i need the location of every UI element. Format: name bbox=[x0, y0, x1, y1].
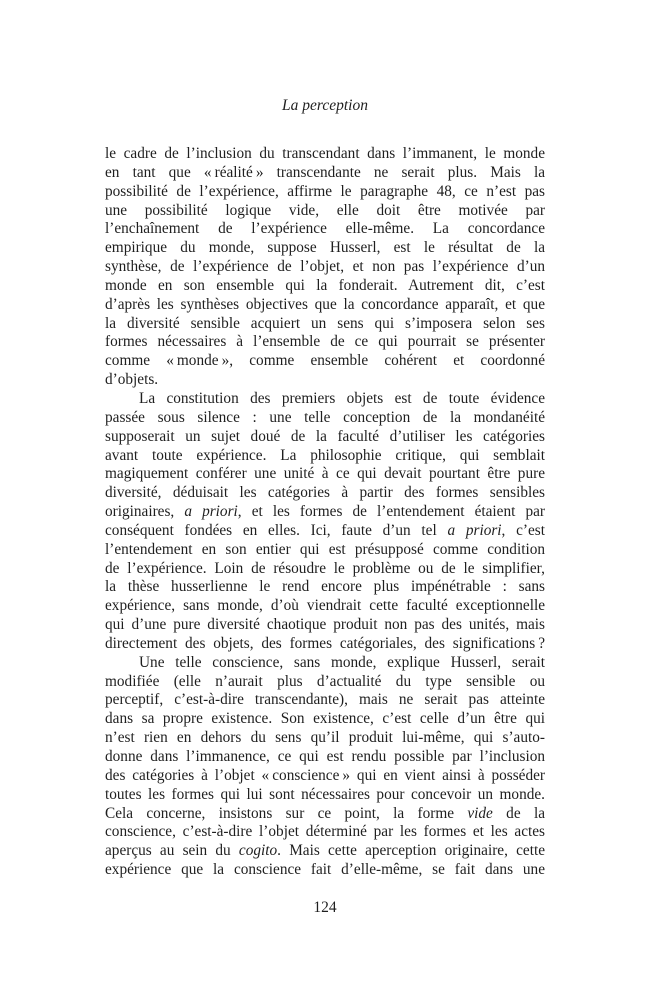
paragraph bbox=[105, 145, 545, 390]
text-segment: passée sous silence : une telle conception de la mondanéité bbox=[105, 408, 545, 426]
text-segment: l’entendement en son entier qui est présupposé comme condition bbox=[105, 540, 545, 558]
text-line bbox=[105, 654, 545, 673]
text-line bbox=[105, 786, 545, 805]
text-line bbox=[105, 277, 545, 296]
text-line bbox=[105, 729, 545, 748]
text-line bbox=[105, 409, 545, 428]
text-line bbox=[105, 465, 545, 484]
text-line bbox=[105, 371, 545, 390]
text-segment: , et les formes de l’entendement étaient par bbox=[237, 503, 545, 521]
text-segment: en tant que « réalité » transcendante ne serait plus. Mais la bbox=[105, 163, 545, 181]
text-segment: des catégories à l’objet « conscience » qui en vient ainsi à posséder bbox=[105, 766, 545, 784]
text-line bbox=[105, 390, 545, 409]
text-line bbox=[105, 202, 545, 221]
text-line bbox=[105, 597, 545, 616]
text-segment: empirique du monde, suppose Husserl, est le résultat de la bbox=[105, 239, 545, 257]
italic-text: a priori bbox=[447, 521, 502, 539]
text-line bbox=[105, 352, 545, 371]
text-segment: possibilité de l’expérience, affirme le paragraphe 48, ce n’est pas bbox=[105, 182, 545, 200]
text-line bbox=[105, 805, 545, 824]
text-line bbox=[105, 484, 545, 503]
text-line bbox=[105, 315, 545, 334]
text-line bbox=[105, 428, 545, 447]
text-segment: le cadre de l’inclusion du transcendant dans l’immanent, le monde bbox=[105, 145, 545, 162]
text-segment: directement des objets, des formes catégoriales, des significations ? bbox=[105, 634, 545, 652]
text-line bbox=[105, 616, 545, 635]
text-segment: perceptif, c’est-à-dire transcendante), mais ne serait pas atteinte bbox=[105, 691, 545, 709]
text-line bbox=[105, 220, 545, 239]
text-line bbox=[105, 447, 545, 466]
text-segment: d’objets. bbox=[105, 371, 159, 389]
text-segment: , c’est bbox=[501, 521, 545, 539]
text-line bbox=[105, 767, 545, 786]
text-segment: magiquement conférer une unité à ce qui devait pourtant être pure bbox=[105, 465, 545, 483]
text-line bbox=[105, 823, 545, 842]
paragraph bbox=[105, 654, 545, 880]
text-segment: aperçus au sein du bbox=[105, 842, 239, 860]
text-line bbox=[105, 145, 545, 164]
running-header: La perception bbox=[282, 97, 368, 114]
text-line bbox=[105, 673, 545, 692]
text-segment: . Mais cette aperception originaire, cette bbox=[277, 842, 545, 860]
text-line bbox=[105, 503, 545, 522]
text-segment: Une telle conscience, sans monde, explique Husserl, serait bbox=[139, 653, 545, 671]
text-segment: donne dans l’immanence, ce qui est rendu possible par l’inclusion bbox=[105, 748, 545, 765]
text-segment: modifiée (elle n’aurait plus d’actualité du type sensible ou bbox=[105, 672, 545, 690]
text-segment: dans sa propre existence. Son existence, c’est celle d’un être qui bbox=[105, 710, 545, 728]
italic-text: cogito bbox=[238, 842, 278, 860]
text-segment: supposerait un sujet doué de la faculté d’utiliser les catégories bbox=[105, 427, 545, 445]
text-line bbox=[105, 748, 545, 767]
text-segment: La constitution des premiers objets est de toute évidence bbox=[139, 389, 545, 407]
text-segment: formes nécessaires à l’ensemble de ce qui pourrait se présenter bbox=[105, 333, 545, 351]
italic-text: a priori bbox=[184, 503, 238, 521]
text-line bbox=[105, 560, 545, 579]
text-segment: monde en son ensemble qui la fonderait. Autrement dit, c’est bbox=[105, 276, 545, 294]
text-segment: avant toute expérience. La philosophie critique, qui semblait bbox=[105, 446, 545, 464]
text-segment: conséquent fondées en elles. Ici, faute d’un tel bbox=[105, 521, 448, 539]
text-segment: n’est rien en dehors du sens qu’il produit lui-même, qui s’auto- bbox=[105, 729, 545, 747]
text-segment: une possibilité logique vide, elle doit être motivée par bbox=[105, 201, 545, 219]
text-line bbox=[105, 258, 545, 277]
text-segment: toutes les formes qui lui sont nécessaires pour concevoir un monde. bbox=[105, 785, 545, 803]
text-segment: Cela concerne, insistons sur ce point, la forme bbox=[105, 804, 468, 822]
text-line bbox=[105, 842, 545, 861]
text-segment: conscience, c’est-à-dire l’objet déterminé par les formes et les actes bbox=[105, 823, 545, 841]
body-text bbox=[105, 145, 545, 880]
text-segment: la thèse husserlienne le rend encore plus impénétrable : sans bbox=[105, 578, 545, 596]
italic-text: vide bbox=[467, 804, 493, 822]
text-line bbox=[105, 710, 545, 729]
text-line bbox=[105, 296, 545, 315]
text-segment: synthèse, de l’expérience de l’objet, et non pas l’expérience d’un bbox=[105, 258, 545, 276]
text-line bbox=[105, 522, 545, 541]
text-line bbox=[105, 635, 545, 654]
text-line bbox=[105, 541, 545, 560]
text-line bbox=[105, 183, 545, 202]
text-segment: la diversité sensible acquiert un sens qui s’imposera selon ses bbox=[105, 314, 545, 332]
text-segment: comme « monde », comme ensemble cohérent et coordonné bbox=[105, 352, 545, 370]
text-segment: de l’expérience. Loin de résoudre le problème ou de le simplifier, bbox=[105, 559, 545, 577]
text-line bbox=[105, 578, 545, 597]
text-segment: expérience, sans monde, d’où viendrait cette faculté exceptionnelle bbox=[105, 597, 545, 615]
paragraph bbox=[105, 390, 545, 654]
text-segment: expérience que la conscience fait d’elle-même, se fait dans une bbox=[105, 861, 545, 879]
text-line bbox=[105, 333, 545, 352]
text-segment: qui d’une pure diversité chaotique produit non pas des unités, mais bbox=[105, 616, 545, 634]
text-segment: originaires, bbox=[105, 503, 185, 521]
text-segment: l’enchaînement de l’expérience elle-même. La concordance bbox=[105, 220, 545, 238]
text-line bbox=[105, 239, 545, 258]
text-line bbox=[105, 861, 545, 880]
text-segment: d’après les synthèses objectives que la concordance apparaît, et que bbox=[105, 295, 545, 313]
text-segment: diversité, déduisait les catégories à partir des formes sensibles bbox=[105, 484, 545, 502]
text-line bbox=[105, 164, 545, 183]
text-line bbox=[105, 691, 545, 710]
page-number: 124 bbox=[313, 898, 337, 916]
text-segment: de la bbox=[492, 804, 545, 822]
